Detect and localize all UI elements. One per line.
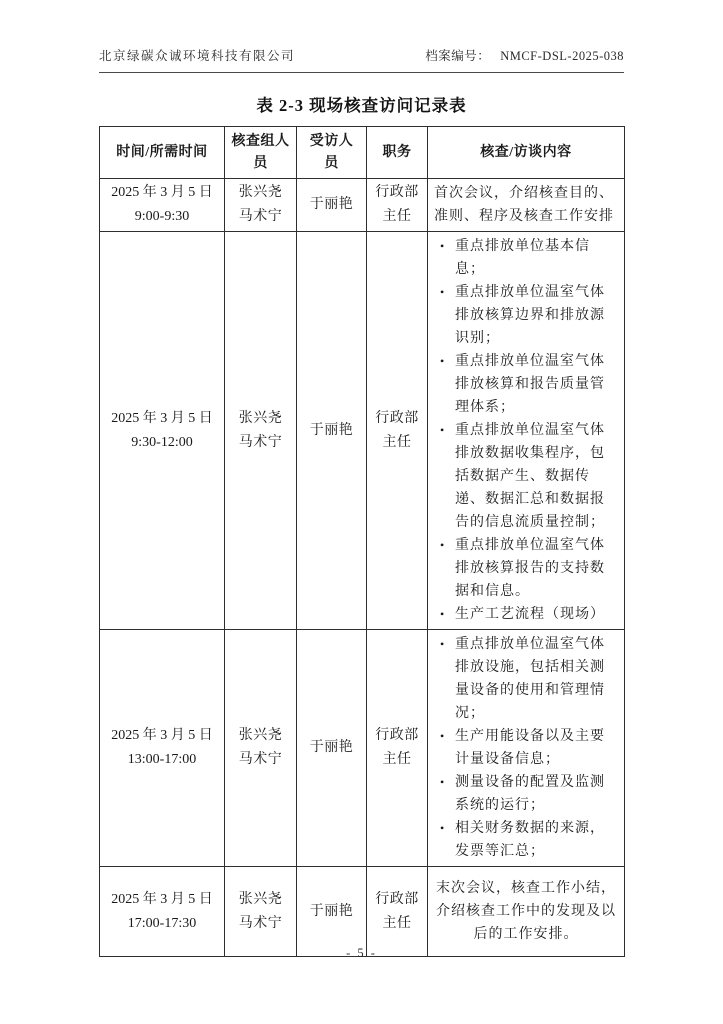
bullet-icon: • <box>440 637 445 651</box>
archive-number-block <box>425 46 624 64</box>
column-header-verifiers: 核查组人员 <box>225 127 297 179</box>
company-name: 北京绿碳众诚环境科技有限公司 <box>99 49 296 63</box>
position-text: 主任 <box>382 915 412 931</box>
time-text: 13:00-17:00 <box>127 752 197 767</box>
bullet-icon: • <box>440 821 445 835</box>
bullet-icon: • <box>440 354 445 368</box>
verifier-name: 马术宁 <box>238 915 283 931</box>
verifier-name: 张兴尧 <box>238 185 283 200</box>
cell-interviewee: 于丽艳 <box>297 232 367 630</box>
bullet-item <box>438 725 618 771</box>
bullet-list <box>434 234 618 627</box>
bullet-item <box>438 235 618 281</box>
date-text: 2025 年 3 月 5 日 <box>111 891 213 907</box>
time-text: 17:00-17:30 <box>127 915 197 931</box>
bullet-icon: • <box>440 423 445 437</box>
bullet-text: 生产工艺流程（现场） <box>455 607 605 622</box>
position-text: 主任 <box>382 434 412 450</box>
cell-content <box>428 232 625 630</box>
cell-content <box>428 867 625 957</box>
position-text: 行政部 <box>375 410 419 426</box>
cell-position <box>367 630 428 867</box>
bullet-text: 重点排放单位温室气体排放核算和报告质量管理体系； <box>455 354 605 415</box>
verifier-name: 张兴尧 <box>238 891 283 907</box>
bullet-item <box>438 281 618 350</box>
bullet-text: 相关财务数据的来源，发票等汇总； <box>455 821 605 859</box>
bullet-text: 重点排放单位温室气体排放核算边界和排放源识别； <box>455 285 605 346</box>
cell-time <box>100 867 225 957</box>
cell-content <box>428 630 625 867</box>
cell-interviewee: 于丽艳 <box>297 867 367 957</box>
bullet-item <box>438 350 618 419</box>
bullet-icon: • <box>440 729 445 743</box>
cell-interviewee: 于丽艳 <box>297 630 367 867</box>
date-text: 2025 年 3 月 5 日 <box>111 410 213 426</box>
bullet-text: 生产用能设备以及主要计量设备信息； <box>455 729 605 767</box>
verifier-name: 张兴尧 <box>238 410 283 426</box>
cell-time <box>100 232 225 630</box>
bullet-icon: • <box>440 239 445 253</box>
archive-label: 档案编号： <box>425 49 491 63</box>
bullet-text: 测量设备的配置及监测系统的运行； <box>455 775 605 813</box>
bullet-icon: • <box>440 285 445 299</box>
column-header-time: 时间/所需时间 <box>100 127 225 179</box>
position-text: 行政部 <box>375 728 419 743</box>
bullet-icon: • <box>440 607 445 621</box>
table-title: 表 2-3 现场核查访问记录表 <box>256 96 467 115</box>
visit-record-table <box>99 126 625 957</box>
table-row <box>100 630 625 867</box>
time-text: 9:30-12:00 <box>131 434 193 450</box>
cell-position <box>367 179 428 232</box>
bullet-icon: • <box>440 538 445 552</box>
bullet-item <box>438 817 618 863</box>
position-text: 行政部 <box>375 891 419 907</box>
cell-verifiers <box>225 867 297 957</box>
bullet-text: 重点排放单位温室气体排放数据收集程序，包括数据产生、数据传递、数据汇总和数据报告的信息流质量控制； <box>455 423 605 530</box>
bullet-text: 重点排放单位基本信息； <box>455 239 590 277</box>
cell-time <box>100 630 225 867</box>
position-text: 行政部 <box>375 185 419 200</box>
cell-time <box>100 179 225 232</box>
bullet-icon: • <box>440 775 445 789</box>
bullet-list <box>434 632 618 864</box>
archive-number: NMCF-DSL-2025-038 <box>500 49 624 63</box>
content-text: 末次会议，核查工作小结，介绍核查工作中的发现及以后的工作安排。 <box>436 881 616 942</box>
table-header-row <box>100 127 625 179</box>
cell-verifiers <box>225 232 297 630</box>
table-row <box>100 867 625 957</box>
cell-position <box>367 867 428 957</box>
position-text: 主任 <box>382 752 412 767</box>
content-text: 首次会议，介绍核查目的、准则、程序及核查工作安排 <box>434 186 614 224</box>
verifier-name: 马术宁 <box>238 209 283 224</box>
cell-position <box>367 232 428 630</box>
date-text: 2025 年 3 月 5 日 <box>111 728 213 743</box>
column-header-position: 职务 <box>367 127 428 179</box>
verifier-name: 张兴尧 <box>238 728 283 743</box>
bullet-item <box>438 633 618 725</box>
bullet-item <box>438 771 618 817</box>
table-row <box>100 179 625 232</box>
verifier-name: 马术宁 <box>238 434 283 450</box>
document-header <box>99 46 624 73</box>
bullet-item <box>438 419 618 534</box>
table-row <box>100 232 625 630</box>
cell-interviewee: 于丽艳 <box>297 179 367 232</box>
bullet-text: 重点排放单位温室气体排放设施，包括相关测量设备的使用和管理情况； <box>455 637 605 721</box>
date-text: 2025 年 3 月 5 日 <box>111 185 213 200</box>
column-header-interviewee: 受访人员 <box>297 127 367 179</box>
time-text: 9:00-9:30 <box>134 209 190 224</box>
cell-verifiers <box>225 630 297 867</box>
page-number: - 5 - <box>346 946 377 960</box>
verifier-name: 马术宁 <box>238 752 283 767</box>
cell-content <box>428 179 625 232</box>
bullet-item <box>438 603 618 626</box>
position-text: 主任 <box>382 209 412 224</box>
cell-verifiers <box>225 179 297 232</box>
bullet-item <box>438 534 618 603</box>
column-header-content: 核查/访谈内容 <box>428 127 625 179</box>
bullet-text: 重点排放单位温室气体排放核算报告的支持数据和信息。 <box>455 538 605 599</box>
